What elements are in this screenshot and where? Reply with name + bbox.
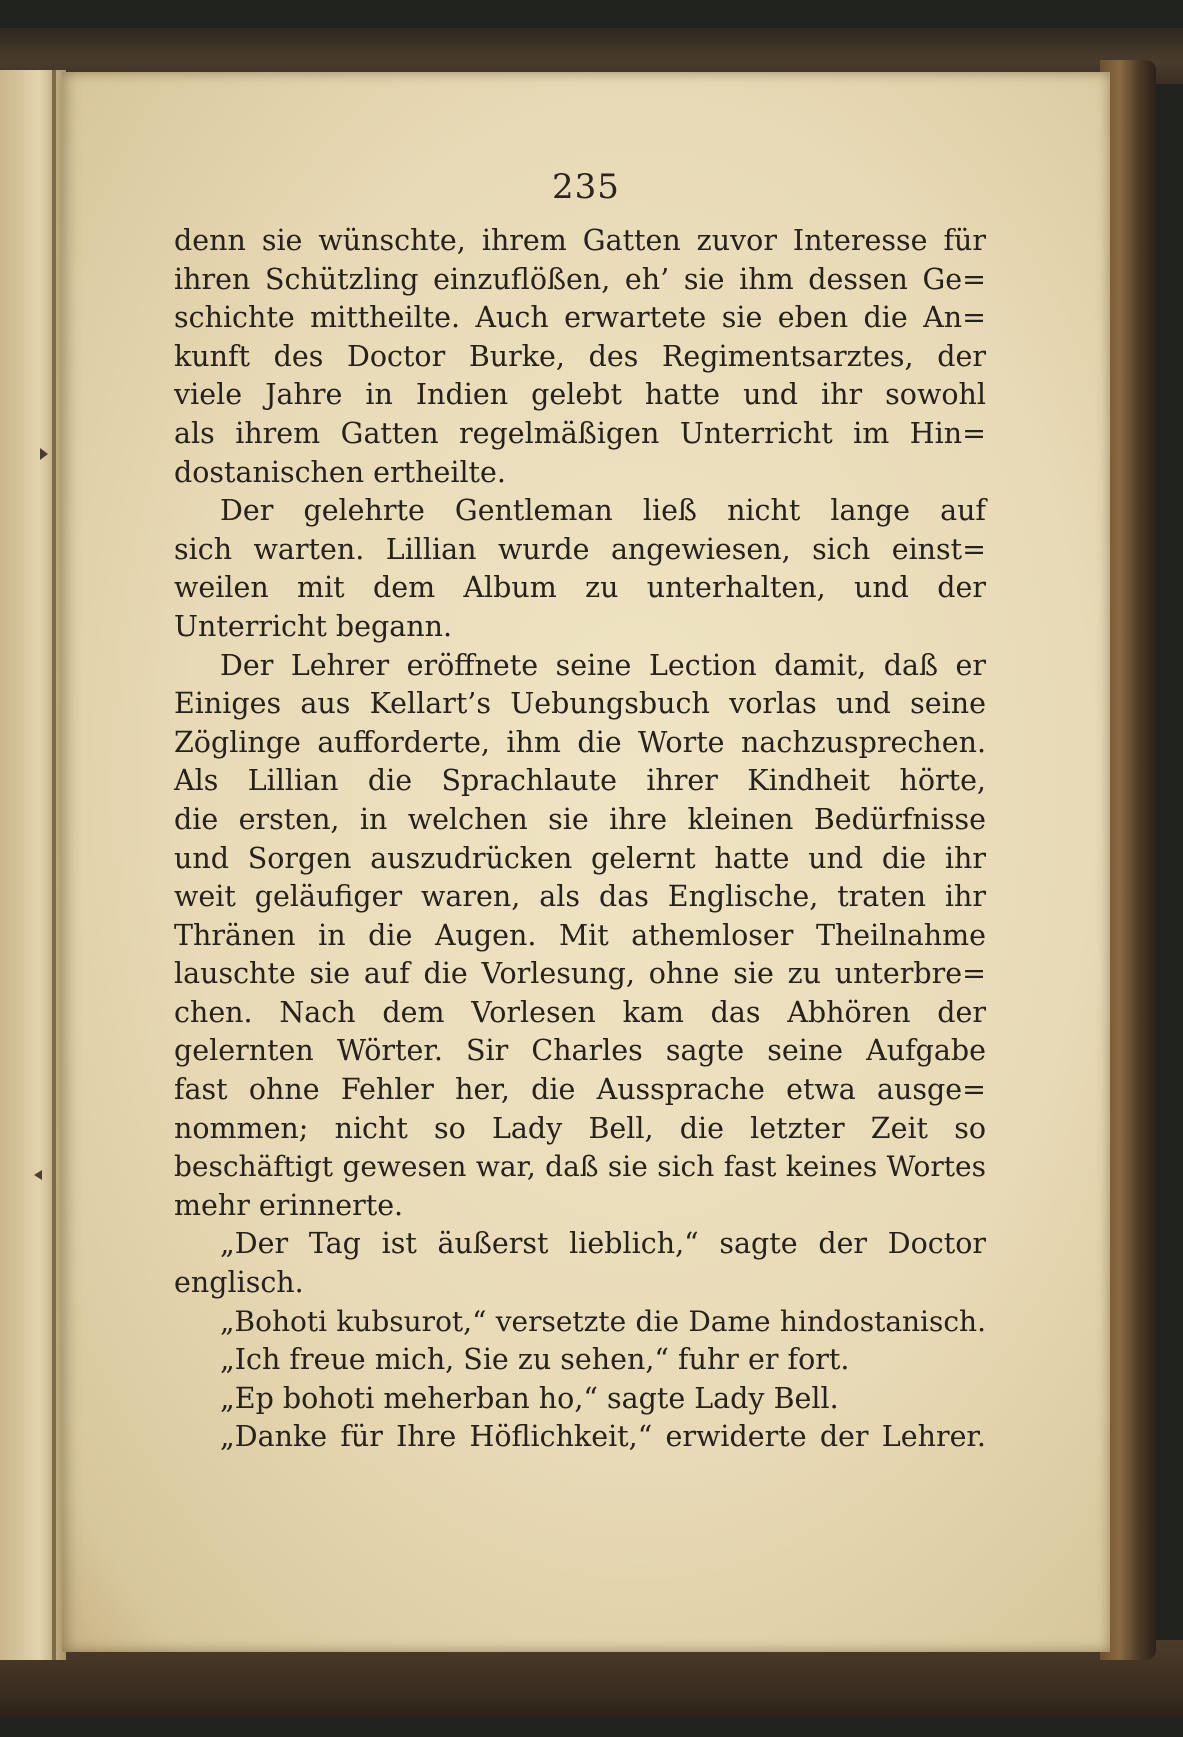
text-line: fast ohne Fehler her, die Aussprache etwa ausge= — [174, 1073, 986, 1107]
body-text — [174, 222, 986, 1457]
spine-gutter — [52, 70, 56, 1660]
text-line: Thränen in die Augen. Mit athemloser Theilnahme — [174, 918, 986, 952]
text-line: gelernten Wörter. Sir Charles sagte seine Aufgabe — [174, 1034, 986, 1068]
text-line: Einiges aus Kellart’s Uebungsbuch vorlas und seine — [174, 687, 986, 721]
text-line: als ihrem Gatten regelmäßigen Unterricht im Hin= — [174, 416, 986, 450]
text-line: beschäftigt gewesen war, daß sie sich fast keines Wortes — [174, 1150, 986, 1184]
text-line: die ersten, in welchen sie ihre kleinen Bedürfnisse — [174, 802, 986, 836]
text-line: und Sorgen auszudrücken gelernt hatte und die ihr — [174, 841, 986, 875]
text-line: „Ep bohoti meherban ho,“ sagte Lady Bell. — [220, 1381, 839, 1415]
book-page — [62, 72, 1110, 1652]
text-line: sich warten. Lillian wurde angewiesen, sich einst= — [174, 532, 986, 566]
margin-mark — [34, 1170, 42, 1180]
text-line: „Ich freue mich, Sie zu sehen,“ fuhr er fort. — [220, 1343, 850, 1377]
text-line: „Bohoti kubsurot,“ versetzte die Dame hindostanisch. — [220, 1304, 986, 1338]
text-line: lauschte sie auf die Vorlesung, ohne sie zu unterbre= — [174, 957, 986, 991]
text-line: „Der Tag ist äußerst lieblich,“ sagte der Doctor — [220, 1227, 986, 1261]
text-line: chen. Nach dem Vorlesen kam das Abhören der — [174, 995, 986, 1029]
text-line: weilen mit dem Album zu unterhalten, und der — [174, 571, 986, 605]
text-line: schichte mittheilte. Auch erwartete sie eben die An= — [174, 301, 986, 335]
text-line: viele Jahre in Indien gelebt hatte und ihr sowohl — [174, 378, 986, 412]
margin-mark — [40, 448, 48, 460]
text-line: dostanischen ertheilte. — [174, 455, 506, 489]
text-line: kunft des Doctor Burke, des Regimentsarztes, der — [174, 339, 986, 373]
text-line: „Danke für Ihre Höflichkeit,“ erwiderte der Lehrer. — [220, 1420, 986, 1454]
page-number: 235 — [552, 167, 620, 207]
text-line: mehr erinnerte. — [174, 1188, 404, 1222]
text-line: Als Lillian die Sprachlaute ihrer Kindheit hörte, — [174, 764, 986, 798]
text-line: ihren Schützling einzuflößen, eh’ sie ihm dessen Ge= — [174, 262, 986, 296]
text-line: nommen; nicht so Lady Bell, die letzter Zeit so — [174, 1111, 986, 1145]
facing-page-edge — [0, 70, 66, 1660]
text-line: Zöglinge aufforderte, ihm die Worte nachzusprechen. — [174, 725, 986, 759]
text-line: englisch. — [174, 1266, 304, 1300]
text-line: Der Lehrer eröffnete seine Lection damit, daß er — [220, 648, 986, 682]
text-line: denn sie wünschte, ihrem Gatten zuvor Interesse für — [174, 224, 986, 257]
text-line: weit geläufiger waren, als das Englische, traten ihr — [174, 880, 986, 914]
text-line: Unterricht begann. — [174, 609, 453, 643]
text-line: Der gelehrte Gentleman ließ nicht lange auf — [220, 494, 986, 528]
